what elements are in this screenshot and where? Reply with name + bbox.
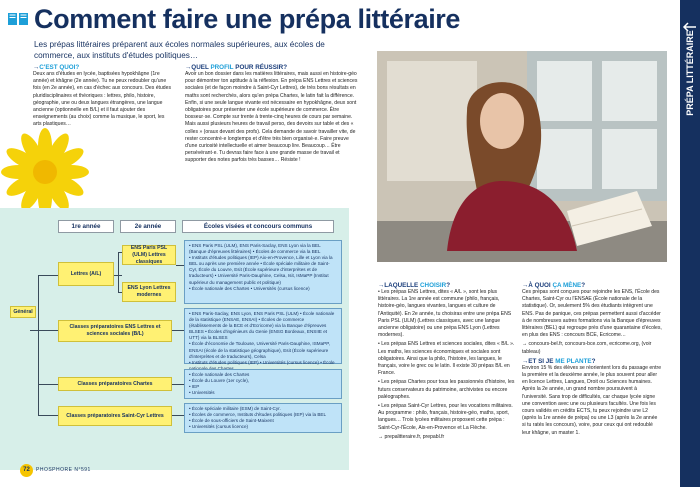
section-laquelle-choisir: [378, 282, 518, 443]
section-heading: [33, 64, 173, 71]
paragraph: Avoir un bon dossier dans les matières littéraires, mais aussi en histoire-géo pour démontrer ton aptitude à la réflexion. En prépa ENS Lettres et sciences sociales (et de façon moindre à Saint-Cyr Lettres), de très bons résultats en maths sont recherchés, alors qu'en prépa Chartes, le latin fait la différence. Enfin, si une seule langue vivante est nécessaire en hypokhâgne, deux sont obligatoires pour présenter une école supérieure de commerce. Être bosseur·se. Compte sur trente à trente-cinq heures de cours par semaine. Mais aussi plusieurs heures de travail perso, des devoirs sur table et des « colles » (oraux devant des profs). Cela demande de savoir travailler vite, de rester concentré·e longtemps et d'être très bien organisé·e. Faire preuve d'une curiosité intellectuelle et aimer beaucoup lire. Beaucoup… Être persévérant·e. Tu devras faire face à une grande masse de travail et supporter des notes parfois très basses… Résiste !: [185, 71, 358, 164]
ens-lyon-box: ENS Lyon Lettres modernes: [122, 282, 176, 302]
heading-highlight: PROFIL: [210, 64, 234, 71]
heading-tail: POUR RÉUSSIR?: [233, 64, 288, 71]
schools-chartes-line: • IEP: [189, 384, 200, 390]
heading-highlight: ME PLANTE: [555, 357, 592, 365]
schools-al-box: [184, 240, 342, 304]
schools-chartes-line: • École du Louvre (1er cycle),: [189, 378, 250, 384]
page-number: 72: [20, 464, 33, 477]
connector-line: [118, 252, 119, 292]
intro-text: Les prépas littéraires préparent aux écoles normales supérieures, aux écoles de commerce, aux instituts d'études politiques…: [34, 40, 325, 60]
connector-line: [30, 330, 58, 331]
connector-line: [172, 330, 184, 331]
ens-ulm-box: ENS Paris PSL (ULM) Lettres classiques: [122, 245, 176, 265]
connector-line: [172, 415, 184, 416]
prepa-saint-cyr-box: Classes préparatoires Saint-Cyr Lettres: [58, 406, 172, 426]
section-side-tab: [680, 0, 700, 487]
heading-label: C'EST QUOI?: [39, 64, 80, 71]
lettres-al-box: Lettres (A/L): [58, 262, 114, 286]
column-header-second-year: 2e année: [120, 220, 176, 233]
paragraph: • Les prépas ENS Lettres et sciences sociales, dites « B/L ». Les maths, les sciences économiques et sociales sont obligatoires. Ainsi que la philo, l'histoire, les langues, le français, voire le grec ou le latin. Il existe 30 prépas B/L en France.: [378, 341, 515, 377]
schools-bl-line: • Instituts d'études politiques (IEP) • Universités (cursus licence) • École: [189, 359, 335, 365]
side-tab-label: PRÉPA LITTÉRAIRE: [685, 30, 695, 116]
schools-al-line: • ENS Paris PSL (ULM), ENS Paris-Saclay, ENS Lyon via la BEL (Banque d'épreuves littéraires) • Écoles de commerce via la BEL: [189, 243, 321, 255]
schools-saint-cyr-line: • École de sous-officiers de Saint-Maixent: [189, 418, 274, 424]
website-links[interactable]: → prepalitteraire.fr, prepabl.fr: [378, 433, 445, 440]
section-a-quoi-ca-mene: [522, 282, 662, 439]
schools-saint-cyr-line: • Universités (cursus licence): [189, 424, 249, 430]
heading-arrow: →: [522, 357, 529, 365]
schools-chartes-line: • Universités: [189, 390, 215, 396]
connector-line: [38, 275, 58, 276]
section-heading: [522, 282, 662, 289]
schools-bl-line: • ENS Paris-Saclay, ENS Lyon, ENS Paris PSL (ULM) • École nationale de la statistique (ENSAE, ENSAI) • Écoles de commerce (établissements de la BCE et d'Ecricome) via la Banque d'épreuves BLSES • Écoles d'ingénieurs du Genie (ENSG Bordeaux, ENSIIE et UTT) via la BLSES: [189, 311, 335, 341]
paragraph: Environ 15 % des élèves se réorientent lors du passage entre la première et la deuxième année, le plus souvent pour aller en licence Lettres, Langues, Droit ou Sciences humaines. Après la 2e année, un grand nombre poursuivent à l'université. Sans trop de difficultés, car chaque lycée signe une convention avec une ou plusieurs facultés. Une fois les cours validés en crédits ECTS, tu peux rejoindre une L2 (après la 1re année de prépa) ou une L3 (après la 2e année si tu ratés les concours), voire, pour ceux qui ont redoublé leur khâgne, un master 1.: [522, 364, 662, 436]
connector-line: [38, 275, 39, 415]
heading-lead: QUEL: [191, 64, 211, 71]
section-quel-profil: [185, 64, 361, 167]
website-links[interactable]: → concours-bel.fr, concours-bce.com, ecricome.org, (voir tableau): [522, 341, 652, 355]
heading-highlight: CHOISIR: [419, 282, 447, 289]
schools-bl-box: [184, 308, 342, 364]
general-box: Général: [10, 306, 36, 318]
column-header-schools: Écoles visées et concours communs: [182, 220, 334, 233]
connector-line: [38, 415, 58, 416]
heading-tail: ?: [581, 282, 586, 289]
heading-arrow: →: [185, 64, 192, 71]
student-photo: [377, 51, 667, 262]
heading-arrow: →: [522, 282, 529, 289]
heading-arrow: →: [378, 282, 385, 289]
heading-lead: À QUOI: [528, 282, 553, 289]
schools-chartes-line: • École nationale des Chartes: [189, 372, 250, 377]
connector-line: [176, 265, 184, 266]
schools-saint-cyr-line: • École spéciale militaire (ESM) de Saint-Cyr.: [189, 406, 281, 411]
magazine-issue: PHOSPHORE N°591: [36, 467, 91, 473]
heading-highlight: ÇA MÈNE: [552, 282, 582, 289]
section-heading: [378, 282, 518, 289]
schools-al-line: • École nationale des Chartes • Universités (cursus licence): [189, 285, 310, 291]
column-header-first-year: 1re année: [58, 220, 114, 233]
book-icon: [8, 12, 28, 26]
prepa-chartes-box: Classes préparatoires Chartes: [58, 377, 172, 391]
heading-tail: ?: [446, 282, 451, 289]
paragraph: • Les prépas Chartes pour tous les passionnés d'histoire, les futurs conservateurs du patrimoine, archivistes ou encore paléographes.: [378, 379, 515, 400]
student-reading-illustration: [377, 51, 667, 262]
schools-saint-cyr-box: [184, 403, 342, 433]
paragraph: Ces prépas sont conçues pour rejoindre les ENS, l'École des Chartes, Saint-Cyr ou l'ENSAE (École nationale de la statistique). Or, seulement 5% des étudiants intègrent une ENS. Pas de panique, ces prépas permettent aussi d'accéder à de nombreuses autres formations via la Banque d'épreuves littéraires (BEL) qui regroupe près d'une quarantaine d'écoles, en plus des ENS : concours BCE, Ecricome…: [522, 289, 662, 339]
connector-line: [172, 384, 184, 385]
section-heading: [522, 358, 662, 365]
paragraph: Deux ans d'études en lycée, baptisées hypokhâgne (1re année) et khâgne (2e année). Tu ne peux redoubler qu'une fois (en 2e année), en cas d'échec aux concours. Des études pluridisciplinaires et théoriques : lettres, philo, histoire, géographie, une ou deux langues étrangères, une langue ancienne (optionnelle en B/L) et il faut ajouter des enseignements (au choix) comme la musique, le sport, les arts plastiques…: [33, 71, 172, 128]
paragraph: • Les prépas Saint-Cyr Lettres, pour les vocations militaires. Au programme : philo, français, histoire-géo, maths, sport, langues… Trois lycées militaires proposent cette prépa : Saint-Cyr-l'École, Aix-en-Provence et La Flèche.: [378, 403, 513, 431]
section-heading: [185, 64, 361, 71]
section-cest-quoi: [33, 64, 173, 131]
connector-line: [38, 384, 58, 385]
heading-arrow: →: [33, 64, 40, 71]
paragraph: • Les prépas ENS Lettres, dites « A/L », sont les plus littéraires. La 1re année est commune (philo, français, histoire-géo, langues vivantes, langues et culture de l'Antiquité). En 2e année, tu choisiras entre une prépa ENS Paris PSL (ULM) (Lettres classiques, avec une langue ancienne obligatoire) ou une prépa ENS Lyon (Lettres modernes).: [378, 289, 512, 339]
heading-tail: ?: [591, 357, 596, 365]
page-title: Comment faire une prépa littéraire: [34, 4, 461, 34]
schools-chartes-box: [184, 369, 342, 399]
heading-lead: ET SI JE: [528, 357, 556, 365]
heading-lead: LAQUELLE: [384, 282, 420, 289]
schools-saint-cyr-line: • Écoles de commerce, Instituts d'études politiques (IEP) via la BEL: [189, 412, 327, 418]
schools-al-line: • Instituts d'études politiques (IEP) Aix-en-Provence, Lille et Lyon via la BEL ou après une première année • École spéciale militaire de Saint-Cyr, École du Louvre, Esit (École supérieure d'interprètes et de traducteurs) • Université Paris-Dauphine, Celsa, Isit, IsMaPP (Institut supérieur du management public et politique): [189, 255, 333, 285]
schools-bl-line: • École d'économie de Toulouse, Université Paris-Dauphine, ISMaPP, ENSAI (école de la statistique géographique), Esit (École supérieure d'interprètes et de traducteurs), Celsa: [189, 341, 330, 359]
prepa-bl-box: Classes préparatoires ENS Lettres et sciences sociales (B/L): [58, 320, 172, 342]
